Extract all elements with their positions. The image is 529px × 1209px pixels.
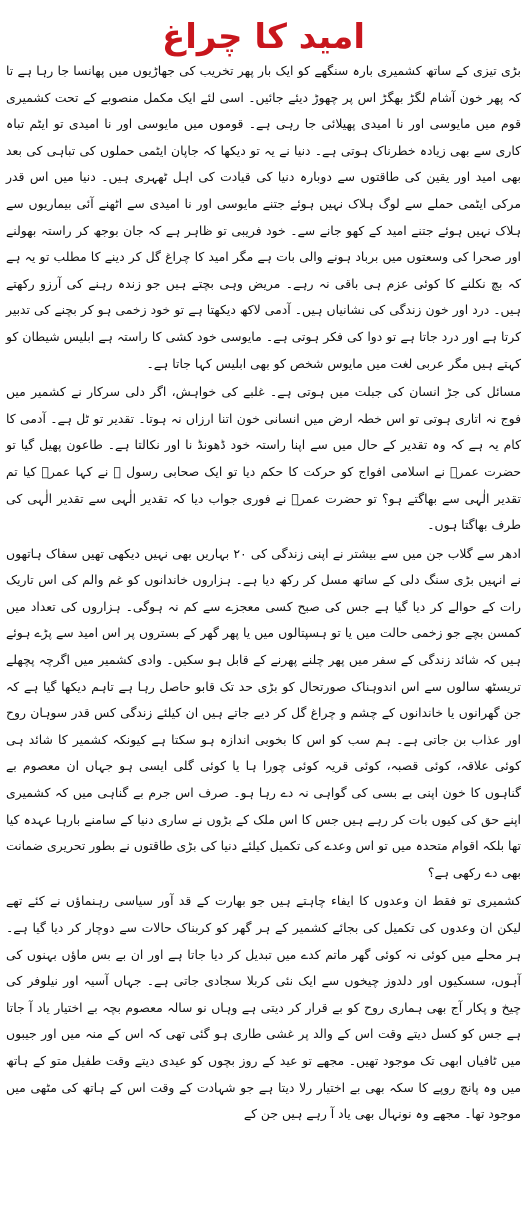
article-paragraph-4: کشمیری تو فقط ان وعدوں کا ایفاء چاہتے ہیں جو بھارت کے قد آور سیاسی رہنماؤں نے کئے تھے لیکن ان وعدوں کی تکمیل کی بجائے کشمیر کے ہر گھر کو کربناک حالات سے دوچار کر دیا گیا ہے۔ ہر محلے میں کوئی نہ کوئی گھر ماتم کدے میں تبدیل کر دیا جاتا ہے اور ان بے بس ماؤں بہنوں کی آہوں، سسکیوں اور دلدوز چیخوں سے ایک نئی کربلا سجادی جاتی ہے۔ جہاں آسیہ اور نیلوفر کی چیخ و پکار آج بھی ہماری روح کو بے قرار کر دیتی ہے وہاں نو سالہ معصوم بچہ بے اختیار یاد آ جاتا ہے جس کو کسل دیتے وقت اس کے والد پر غشی طاری ہو گئی تھی کہ اس کے منہ میں اور جیبوں میں ٹافیاں ابھی تک موجود تھیں۔ مجھے تو عید کے روز بچوں کو عیدی دیتے وقت طفیل متو کے ہاتھ میں وہ پانچ روپے کا سکہ بھی بے اختیار رلا دیتا ہے جو شہادت کے وقت اس کے ہاتھ کی مٹھی میں موجود تھا۔ مجھے وہ نونہال بھی یاد آ رہے ہیں جن کے <box>6 893 521 1122</box>
article-paragraph-2: مسائل کی جڑ انسان کی جبلت میں ہوتی ہے۔ غلبے کی خواہش، اگر دلی سرکار نے کشمیر میں فوج نہ اتاری ہوتی تو اس خطہ ارض میں انسانی خون اتنا ارزاں نہ ہوتا۔ تقدیر تو ٹل ہے۔ آدمی کا کام یہ ہے کہ وہ تقدیر کے حال میں سے اپنا راستہ خود ڈھونڈ نا اور نکالتا ہے۔ طاعون پھیل گیا تو حضرت عمرؓ نے اسلامی افواج کو حرکت کا حکم دیا تو ایک صحابی رسول ﷺ نے کہا عمرؓ کیا تم تقدیر الٰہی سے بھاگتے ہو؟ تو حضرت عمرؓ نے فوری جواب دیا کہ تقدیر الٰہی سے تقدیر الٰہی کی طرف بھاگتا ہوں۔ <box>6 384 521 533</box>
article-paragraph-3: ادھر سے گلاب جن میں سے بیشتر نے اپنی زندگی کی ۲۰ بہاریں بھی نہیں دیکھی تھیں سفاک ہاتھوں نے انہیں بڑی سنگ دلی کے ساتھ مسل کر رکھ دیا ہے۔ ہزاروں خاندانوں کو غم والم کی اس تاریک رات کے حوالے کر دیا گیا ہے جس کی صبح کسی معجزے سے کم نہ ہوگی۔ ہزاروں کی تعداد میں کمسن بچے جو زخمی حالت میں یا تو ہسپتالوں میں یا پھر گھر کے بستروں پر اس امید سے پڑے ہوئے ہیں کہ شائد زندگی کے سفر میں پھر چلنے پھرنے کے قابل ہو سکیں۔ وادی کشمیر میں اگرچہ پچھلے تریسٹھ سالوں سے اس اندوہناک صورتحال کو بڑی حد تک قابو حاصل رہا ہے تاہم دیکھا گیا ہے کہ جن گھرانوں یا خاندانوں کے چشم و چراغ گل کر دیے جاتے ہیں ان کیلئے زندگی کس قدر سوہان روح اور عذاب بن جاتی ہے۔ ہم سب کو اس کا بخوبی اندازہ ہو سکتا ہے کیونکہ کشمیر کا شائد ہی کوئی علاقہ، کوئی قصبہ، کوئی قریہ کوئی چورا ہا یا کوئی گلی ایسی ہو جہاں ان معصوم بے گناہوں کا خون اپنی بے بسی کی گواہی نہ دے رہا ہو۔ صرف اس جرم بے گناہی میں کہ کشمیری اپنے حق کی کیوں بات کر رہے ہیں جس کا اس ملک کے بڑوں نے ساری دنیا کے سامنے بارہا عہدہ کیا تھا بلکہ اقوام متحدہ میں تو اس وعدے کی تکمیل کیلئے دنیا کی بڑی طاقتوں نے بطور تحریری ضمانت بھی دے رکھی ہے؟ <box>6 545 521 880</box>
article-body <box>6 58 521 1128</box>
article-paragraph-1: بڑی تیزی کے ساتھ کشمیری بارہ سنگھے کو ایک بار پھر تخریب کی جھاڑیوں میں پھانسا جا رہا ہے تا کہ پھر خون آشام لگڑ بھگڑ اس پر چھوڑ دیئے جائیں۔ اسی لئے ایک مکمل منصوبے کے تحت کشمیری قوم میں مایوسی اور نا امیدی پھیلائی جا رہی ہے۔ قوموں میں مایوسی اور نا امیدی تو ایٹم تباہ کاری سے بھی زیادہ خطرناک ہوتی ہے۔ دنیا نے یہ تو دیکھا کہ جاپان ایٹمی حملوں کی تباہی کی بعد بھی امید اور یقین کی طاقتوں سے دوبارہ دنیا کی قیادت کی اہل ٹھہری ہیں۔ دنیا میں اس قدر مرکی ایٹمی حملے سے لوگ ہلاک نہیں ہوئے جتنے مایوسی اور نا امیدی سے اٹھنے آئی بیماریوں سے ہلاک نہیں ہوئے جتنے امید کے کھو جانے سے۔ خود فریبی تو ظاہر ہے کہ جان بوجھ کر راستہ بھولنے اور صحرا کی وسعتوں میں برباد ہونے والی بات ہے مگر امید کا چراغ گل کر دینے کا مطلب تو یہ ہے کہ بچ نکلنے کا کوئی عزم ہی باقی نہ رہے۔ مریض وہی بچتے ہیں جو زندہ رہنے کی آرزو رکھتے ہیں۔ درد اور خون زندگی کی نشانیاں ہیں۔ آدمی لاکھ دیکھتا ہے تو خود زخمی ہو کر بچنے کی تدبیر کرتا ہے اور درد جاتا ہے تو دوا کی فکر ہوتی ہے۔ مایوسی خود کشی کا راستہ ہے ابلیس شیطان کو کہتے ہیں مگر عربی لغت میں مایوس شخص کو بھی ابلیس کہا جاتا ہے۔ <box>6 63 521 371</box>
article-title: امید کا چراغ <box>162 17 365 57</box>
